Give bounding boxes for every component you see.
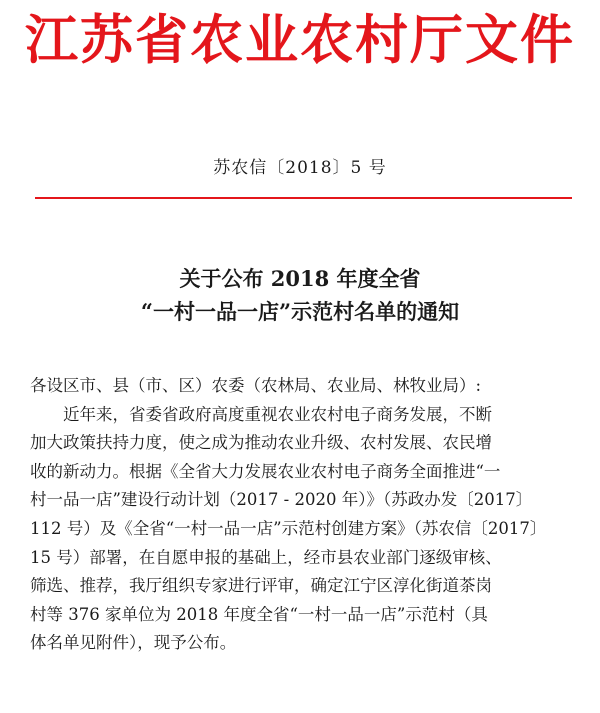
document-number: 苏农信〔2018〕5 号 [213,158,387,178]
paragraph-line: 村等 376 家单位为 2018 年度全省“一村一品一店”示范村（具 [30,604,488,624]
document-header-title: 江苏省农业农村厅文件 [25,10,575,71]
paragraph-line: 112 号）及《全省“一村一品一店”示范村创建方案》（苏农信〔2017〕 [30,518,547,538]
paragraph-line: 筛选、推荐，我厅组织专家进行评审，确定江宁区淳化街道茶岗 [30,576,492,596]
salutation: 各设区市、县（市、区）农委（农林局、农业局、林牧业局）: [30,376,482,395]
paragraph-line: 15 号）部署，在自愿申报的基础上，经市县农业部门逐级审核、 [30,547,502,567]
paragraph-line: 体名单见附件），现予公布。 [30,633,237,653]
notice-title [0,262,600,328]
red-divider-line [35,197,572,199]
notice-title-line-2: “一村一品一店”示范村名单的通知 [140,299,460,324]
paragraph-line: 收的新动力。根据《全省大力发展农业农村电子商务全面推进“一 [30,461,501,481]
paragraph-line: 近年来，省委省政府高度重视农业农村电子商务发展，不断 [63,404,492,424]
notice-body [30,372,578,658]
paragraph-line: 村一品一店”建设行动计划（2017 - 2020 年）》（苏政办发〔2017〕 [30,490,533,510]
paragraph-line: 加大政策扶持力度，使之成为推动农业升级、农村发展、农民增 [30,433,492,453]
notice-title-line-1: 关于公布 2018 年度全省 [179,266,421,291]
